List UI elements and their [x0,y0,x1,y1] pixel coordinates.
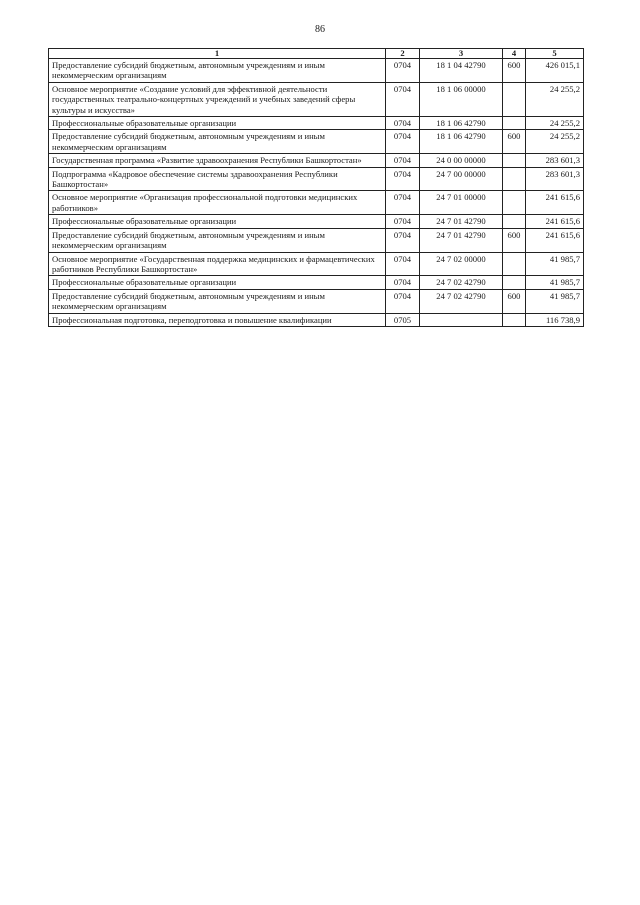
table-row [49,167,584,191]
row-section-cell: 0705 [386,313,420,326]
row-section-cell: 0704 [386,228,420,252]
row-target-article-cell: 24 7 02 42790 [420,276,503,289]
row-name-cell: Предоставление субсидий бюджетным, автономным учреждениям и иным некоммерческим организациям [49,228,386,252]
row-amount-cell: 41 985,7 [526,276,584,289]
table-row [49,154,584,167]
table-row [49,130,584,154]
row-section-cell: 0704 [386,276,420,289]
table-row [49,215,584,228]
row-target-article-cell: 24 7 00 00000 [420,167,503,191]
row-name-cell: Предоставление субсидий бюджетным, автономным учреждениям и иным некоммерческим организациям [49,130,386,154]
row-name-cell: Профессиональная подготовка, переподготовка и повышение квалификации [49,313,386,326]
row-name-cell: Профессиональные образовательные организации [49,117,386,130]
row-name-cell: Государственная программа «Развитие здравоохранения Республики Башкортостан» [49,154,386,167]
table-row [49,117,584,130]
table-row [49,228,584,252]
table-header-row [49,49,584,59]
row-target-article-cell [420,313,503,326]
row-expense-type-cell [503,117,526,130]
table-row [49,252,584,276]
table-body [49,59,584,327]
row-section-cell: 0704 [386,154,420,167]
row-amount-cell: 116 738,9 [526,313,584,326]
row-expense-type-cell [503,276,526,289]
row-amount-cell: 41 985,7 [526,289,584,313]
row-amount-cell: 426 015,1 [526,59,584,83]
row-target-article-cell: 24 7 01 42790 [420,228,503,252]
column-header-target-article: 3 [420,49,503,59]
row-target-article-cell: 18 1 06 00000 [420,82,503,116]
row-section-cell: 0704 [386,59,420,83]
row-name-cell: Предоставление субсидий бюджетным, автономным учреждениям и иным некоммерческим организациям [49,289,386,313]
row-expense-type-cell [503,313,526,326]
row-target-article-cell: 18 1 06 42790 [420,117,503,130]
row-section-cell: 0704 [386,289,420,313]
row-amount-cell: 283 601,3 [526,167,584,191]
row-target-article-cell: 18 1 04 42790 [420,59,503,83]
row-section-cell: 0704 [386,215,420,228]
row-expense-type-cell: 600 [503,228,526,252]
row-target-article-cell: 24 7 02 00000 [420,252,503,276]
budget-table [48,48,584,327]
row-target-article-cell: 18 1 06 42790 [420,130,503,154]
row-amount-cell: 24 255,2 [526,130,584,154]
row-section-cell: 0704 [386,252,420,276]
row-name-cell: Профессиональные образовательные организации [49,215,386,228]
row-section-cell: 0704 [386,167,420,191]
row-amount-cell: 283 601,3 [526,154,584,167]
row-expense-type-cell: 600 [503,59,526,83]
page-number: 86 [315,24,325,35]
row-name-cell: Подпрограмма «Кадровое обеспечение системы здравоохранения Республики Башкортостан» [49,167,386,191]
row-amount-cell: 24 255,2 [526,82,584,116]
table-row [49,313,584,326]
row-name-cell: Основное мероприятие «Организация профессиональной подготовки медицинских работников» [49,191,386,215]
row-target-article-cell: 24 0 00 00000 [420,154,503,167]
table-row [49,191,584,215]
row-name-cell: Основное мероприятие «Создание условий для эффективной деятельности государственных театрально-концертных учреждений и учебных заведений сферы культуры и искусства» [49,82,386,116]
table-row [49,82,584,116]
table-row [49,59,584,83]
row-expense-type-cell: 600 [503,289,526,313]
row-expense-type-cell [503,215,526,228]
row-target-article-cell: 24 7 02 42790 [420,289,503,313]
column-header-amount: 5 [526,49,584,59]
row-amount-cell: 241 615,6 [526,215,584,228]
row-name-cell: Предоставление субсидий бюджетным, автономным учреждениям и иным некоммерческим организациям [49,59,386,83]
row-expense-type-cell: 600 [503,130,526,154]
row-target-article-cell: 24 7 01 00000 [420,191,503,215]
row-expense-type-cell [503,191,526,215]
column-header-section: 2 [386,49,420,59]
row-amount-cell: 241 615,6 [526,191,584,215]
row-name-cell: Основное мероприятие «Государственная поддержка медицинских и фармацевтических работников Республики Башкортостан» [49,252,386,276]
column-header-name: 1 [49,49,386,59]
column-header-expense-type: 4 [503,49,526,59]
row-target-article-cell: 24 7 01 42790 [420,215,503,228]
row-section-cell: 0704 [386,117,420,130]
row-amount-cell: 41 985,7 [526,252,584,276]
row-expense-type-cell [503,167,526,191]
row-expense-type-cell [503,82,526,116]
row-section-cell: 0704 [386,191,420,215]
table-row [49,289,584,313]
row-name-cell: Профессиональные образовательные организации [49,276,386,289]
row-section-cell: 0704 [386,130,420,154]
row-amount-cell: 24 255,2 [526,117,584,130]
table-row [49,276,584,289]
row-expense-type-cell [503,252,526,276]
row-section-cell: 0704 [386,82,420,116]
row-expense-type-cell [503,154,526,167]
row-amount-cell: 241 615,6 [526,228,584,252]
